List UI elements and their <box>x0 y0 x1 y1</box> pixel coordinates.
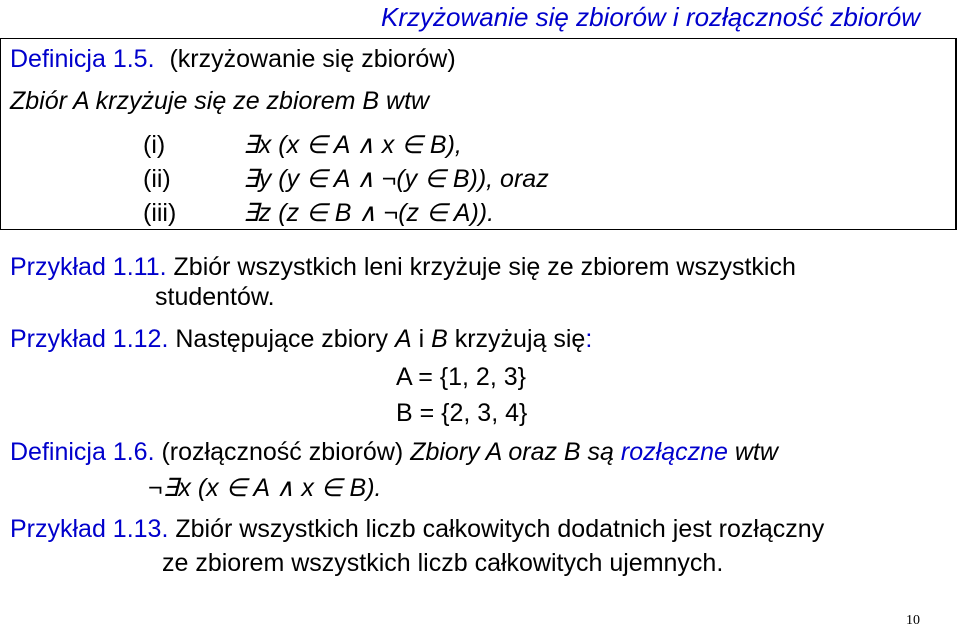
condition-iii <box>143 198 494 228</box>
condition-formula: ∃x (x ∈ A ∧ x ∈ B), <box>243 131 462 159</box>
set-var-a: A <box>394 325 412 353</box>
example-text-cont: ze zbiorem wszystkich liczb całkowitych ujemnych. <box>162 549 724 577</box>
condition-number: (iii) <box>143 199 177 227</box>
example-label: Przykład 1.12. <box>10 325 169 353</box>
definition-term: rozłączne <box>620 438 728 466</box>
example-text: krzyżują się <box>447 325 586 353</box>
condition-formula: ∃y (y ∈ A ∧ ¬(y ∈ B)), oraz <box>243 165 549 193</box>
definition-label: Definicja 1.6. <box>10 438 155 466</box>
example-text: i <box>411 325 432 353</box>
definition-intro: Zbiór A krzyżuje się ze zbiorem B wtw <box>10 87 430 115</box>
condition-number: (ii) <box>143 165 171 193</box>
definition-text: wtw <box>727 438 778 466</box>
set-a: A = {1, 2, 3} <box>396 363 526 391</box>
condition-ii <box>143 164 549 194</box>
example-text-cont: studentów. <box>155 283 275 311</box>
example-text: Zbiór wszystkich leni krzyżuje się ze zbiorem wszystkich <box>173 253 796 281</box>
set-var-b: B <box>431 325 448 353</box>
definition-name: (krzyżowanie się zbiorów) <box>169 45 456 73</box>
page-number: 10 <box>906 613 920 628</box>
slide-title: Krzyżowanie się zbiorów i rozłączność zbiorów <box>381 2 920 32</box>
example-label: Przykład 1.11. <box>10 253 167 281</box>
colon: : <box>585 325 593 353</box>
definition-1-5 <box>10 44 456 74</box>
example-text: Zbiór wszystkich liczb całkowitych dodatnich jest rozłączny <box>175 515 825 543</box>
definition-label: Definicja 1.5. <box>10 45 155 73</box>
condition-number: (i) <box>143 131 166 159</box>
example-1-12 <box>10 324 592 354</box>
example-label: Przykład 1.13. <box>10 515 169 543</box>
definition-name: (rozłączność zbiorów) <box>161 438 404 466</box>
example-1-11 <box>10 252 796 282</box>
example-text: Następujące zbiory <box>175 325 395 353</box>
definition-text: Zbiory A oraz B są <box>410 438 621 466</box>
set-b: B = {2, 3, 4} <box>396 399 528 427</box>
definition-1-6 <box>10 437 778 467</box>
disjoint-formula: ¬∃x (x ∈ A ∧ x ∈ B). <box>148 474 382 502</box>
condition-formula: ∃z (z ∈ B ∧ ¬(z ∈ A)). <box>243 199 495 227</box>
example-1-13 <box>10 514 824 544</box>
condition-i <box>143 130 462 160</box>
